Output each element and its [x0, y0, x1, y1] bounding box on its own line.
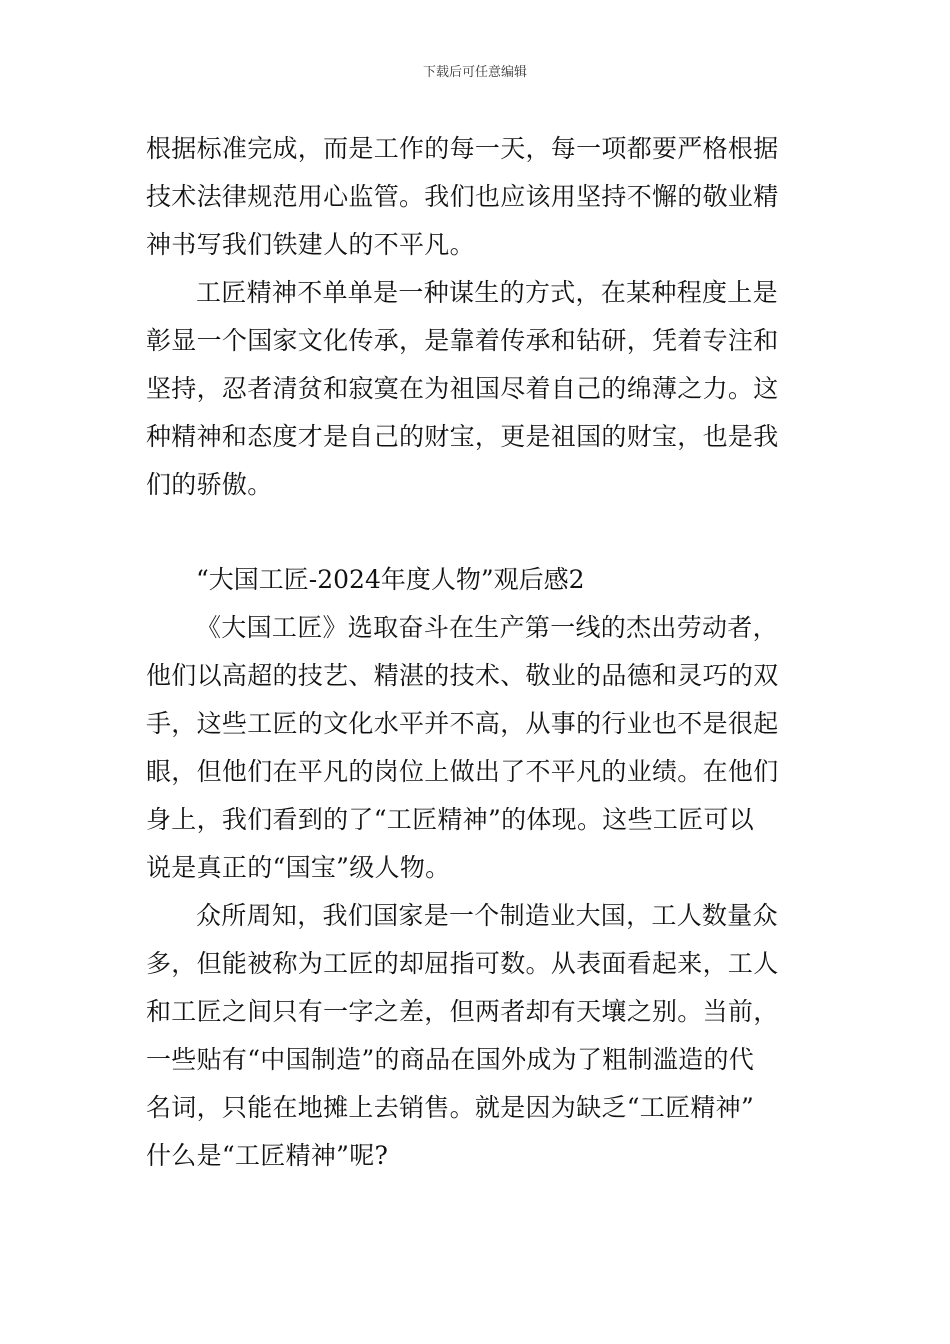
- text-line: 什么是“工匠精神”呢?: [146, 1141, 389, 1170]
- paragraph-introduction: [146, 604, 806, 892]
- text-line: 眼，但他们在平凡的岗位上做出了不平凡的业绩。在他们: [146, 757, 779, 786]
- paragraph-manufacturing: [146, 892, 806, 1180]
- text-line: 名词，只能在地摊上去销售。就是因为缺乏“工匠精神”: [146, 1093, 755, 1122]
- text-line: 神书写我们铁建人的不平凡。: [146, 230, 475, 259]
- text-line: 手，这些工匠的文化水平并不高，从事的行业也不是很起: [146, 709, 779, 738]
- text-line: 工匠精神不单单是一种谋生的方式，在某种程度上是: [196, 278, 778, 307]
- section-spacer: [146, 509, 806, 556]
- text-line: 们的骄傲。: [146, 470, 273, 499]
- paragraph-craftsman-spirit: [146, 269, 806, 509]
- text-line: 和工匠之间只有一字之差，但两者却有天壤之别。当前，: [146, 997, 779, 1026]
- text-line: 说是真正的“国宝”级人物。: [146, 853, 451, 882]
- text-line: 坚持，忍者清贫和寂寞在为祖国尽着自己的绵薄之力。这: [146, 374, 779, 403]
- text-line: 多，但能被称为工匠的却屈指可数。从表面看起来，工人: [146, 949, 779, 978]
- text-line: 彰显一个国家文化传承，是靠着传承和钻研，凭着专注和: [146, 326, 779, 355]
- text-line: 他们以高超的技艺、精湛的技术、敬业的品德和灵巧的双: [146, 661, 779, 690]
- text-line: 众所周知，我们国家是一个制造业大国，工人数量众: [196, 901, 778, 930]
- text-line: 一些贴有“中国制造”的商品在国外成为了粗制滥造的代: [146, 1045, 755, 1074]
- text-line: 种精神和态度才是自己的财宝，更是祖国的财宝，也是我: [146, 422, 779, 451]
- text-line: 技术法律规范用心监管。我们也应该用坚持不懈的敬业精: [146, 182, 779, 211]
- paragraph-continuation: [146, 125, 806, 269]
- text-line: 身上，我们看到的了“工匠精神”的体现。这些工匠可以: [146, 805, 755, 834]
- page-header-note: 下载后可任意编辑: [422, 65, 527, 80]
- text-line: 根据标准完成，而是工作的每一天，每一项都要严格根据: [146, 134, 779, 163]
- text-line: 《大国工匠》选取奋斗在生产第一线的杰出劳动者，: [196, 613, 778, 642]
- document-body: [146, 125, 806, 1180]
- section-heading: “大国工匠-2024年度人物”观后感2: [196, 565, 585, 594]
